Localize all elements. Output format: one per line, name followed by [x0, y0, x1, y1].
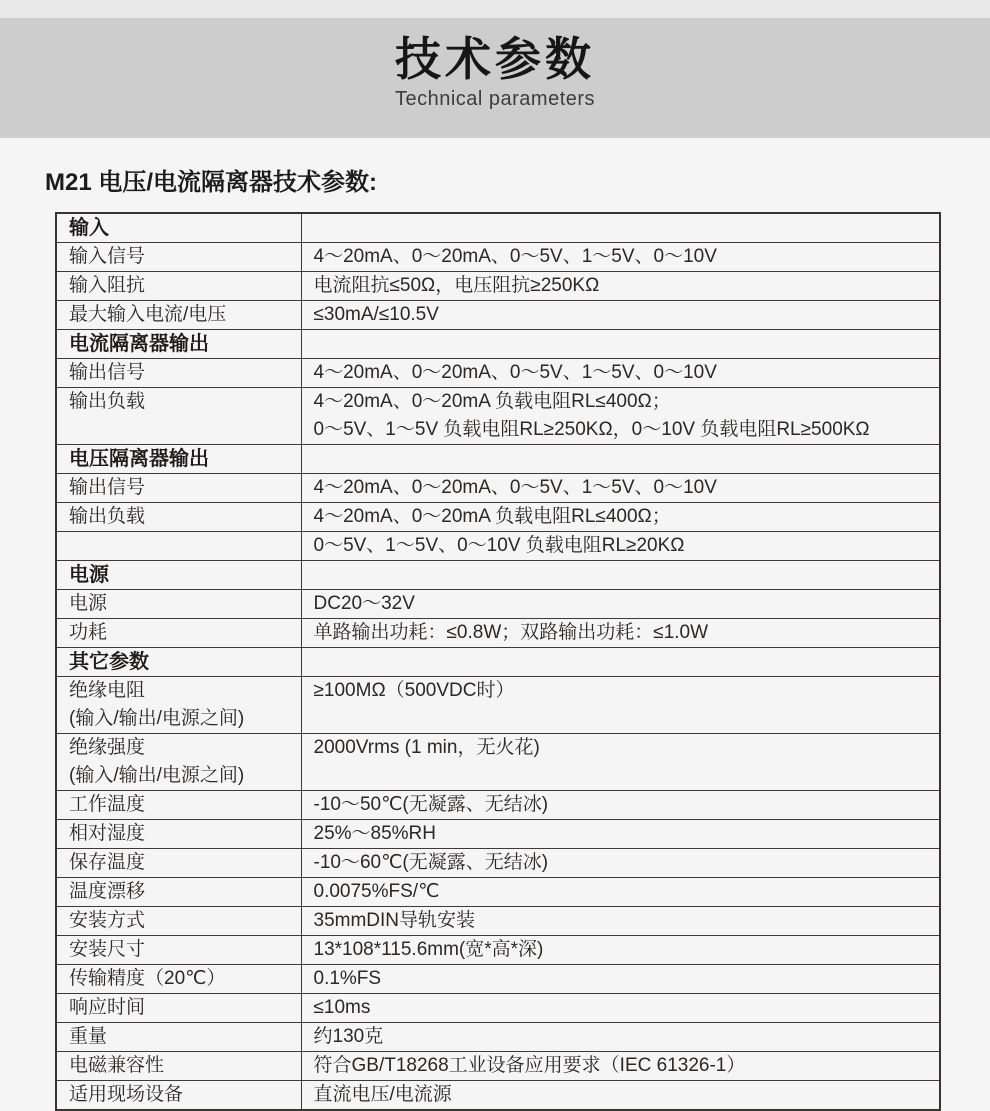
row-value-cell: ≤10ms — [301, 994, 940, 1023]
row-value-cell: 2000Vrms (1 min，无火花) — [301, 734, 940, 791]
table-row — [56, 936, 940, 965]
spec-section-heading: M21 电压/电流隔离器技术参数: — [45, 169, 378, 196]
row-value-cell: 符合GB/T18268工业设备应用要求（IEC 61326-1） — [301, 1052, 940, 1081]
row-value-cell: 单路输出功耗：≤0.8W；双路输出功耗：≤1.0W — [301, 619, 940, 648]
row-value-cell — [301, 445, 940, 474]
row-label-cell: 输出负载 — [56, 503, 301, 532]
row-value-cell: 4～20mA、0～20mA、0～5V、1～5V、0～10V — [301, 359, 940, 388]
row-value-cell: 13*108*115.6mm(宽*高*深) — [301, 936, 940, 965]
table-row — [56, 878, 940, 907]
table-row — [56, 474, 940, 503]
table-row — [56, 791, 940, 820]
row-label-cell: 传输精度（20℃） — [56, 965, 301, 994]
row-label-cell: 输入阻抗 — [56, 272, 301, 301]
row-label-cell: 输出信号 — [56, 359, 301, 388]
page-subtitle: Technical parameters — [394, 88, 596, 110]
row-label-cell: 功耗 — [56, 619, 301, 648]
page-title: 技术参数 — [395, 33, 595, 85]
row-value-cell — [301, 213, 940, 243]
row-label-cell: 输出负载 — [56, 388, 301, 445]
row-label-cell: 其它参数 — [56, 648, 301, 677]
row-value-cell: 4～20mA、0～20mA、0～5V、1～5V、0～10V — [301, 474, 940, 503]
table-row — [56, 965, 940, 994]
row-label-cell: 重量 — [56, 1023, 301, 1052]
row-value-cell: 电流阻抗≤50Ω，电压阻抗≥250KΩ — [301, 272, 940, 301]
section-header-row — [56, 445, 940, 474]
row-value-cell — [301, 561, 940, 590]
row-label-cell: 输入信号 — [56, 243, 301, 272]
row-label-cell: 适用现场设备 — [56, 1081, 301, 1111]
row-value-cell: ≥100MΩ（500VDC时） — [301, 677, 940, 734]
value-line: 4～20mA、0～20mA 负载电阻RL≤400Ω； — [313, 391, 671, 412]
table-row — [56, 849, 940, 878]
row-value-cell: DC20～32V — [301, 590, 940, 619]
row-label-cell: 电源 — [56, 590, 301, 619]
label-line: 绝缘强度 — [69, 737, 146, 758]
section-header-row — [56, 330, 940, 359]
row-label-cell: 输出信号 — [56, 474, 301, 503]
table-row — [56, 388, 940, 445]
row-label-cell: 安装方式 — [56, 907, 301, 936]
row-label-cell: 安装尺寸 — [56, 936, 301, 965]
content-area — [0, 168, 990, 1111]
table-row — [56, 820, 940, 849]
section-header-row — [56, 561, 940, 590]
row-label-cell: 保存温度 — [56, 849, 301, 878]
row-label-cell: 电压隔离器输出 — [56, 445, 301, 474]
row-value-cell: 25%～85%RH — [301, 820, 940, 849]
header-banner — [0, 18, 990, 138]
row-label-cell: 工作温度 — [56, 791, 301, 820]
row-value-cell: 0.1%FS — [301, 965, 940, 994]
table-row — [56, 1081, 940, 1111]
section-header-row — [56, 213, 940, 243]
row-value-cell: 4～20mA、0～20mA、0～5V、1～5V、0～10V — [301, 243, 940, 272]
table-row — [56, 243, 940, 272]
row-label-cell: 最大输入电流/电压 — [56, 301, 301, 330]
table-row — [56, 301, 940, 330]
table-row — [56, 619, 940, 648]
table-row — [56, 1023, 940, 1052]
table-row — [56, 532, 940, 561]
row-value-cell: 约130克 — [301, 1023, 940, 1052]
row-label-cell: 电流隔离器输出 — [56, 330, 301, 359]
row-value-cell: 0～5V、1～5V、0～10V 负载电阻RL≥20KΩ — [301, 532, 940, 561]
spec-table-body — [56, 213, 940, 1110]
table-row — [56, 272, 940, 301]
row-value-cell: 4～20mA、0～20mA 负载电阻RL≤400Ω； — [301, 503, 940, 532]
row-value-cell: 35mmDIN导轨安装 — [301, 907, 940, 936]
row-value-cell — [301, 330, 940, 359]
row-value-cell: ≤30mA/≤10.5V — [301, 301, 940, 330]
table-row — [56, 907, 940, 936]
row-label-cell — [56, 532, 301, 561]
table-row — [56, 359, 940, 388]
table-row — [56, 734, 940, 791]
top-strip — [0, 0, 990, 18]
table-row — [56, 994, 940, 1023]
row-value-cell: -10～60℃(无凝露、无结冰) — [301, 849, 940, 878]
row-label-cell: 电磁兼容性 — [56, 1052, 301, 1081]
table-row — [56, 677, 940, 734]
row-label-cell — [56, 734, 301, 791]
table-row — [56, 503, 940, 532]
row-label-cell: 温度漂移 — [56, 878, 301, 907]
label-line: (输入/输出/电源之间) — [69, 765, 245, 786]
label-line: 绝缘电阻 — [69, 680, 146, 701]
row-value-cell: 0.0075%FS/℃ — [301, 878, 940, 907]
row-value-cell: -10～50℃(无凝露、无结冰) — [301, 791, 940, 820]
row-label-cell: 电源 — [56, 561, 301, 590]
table-row — [56, 1052, 940, 1081]
row-label-cell: 输入 — [56, 213, 301, 243]
value-line: 0～5V、1～5V 负载电阻RL≥250KΩ，0～10V 负载电阻RL≥500KΩ — [313, 419, 870, 440]
table-row — [56, 590, 940, 619]
row-label-cell: 响应时间 — [56, 994, 301, 1023]
row-value-cell — [301, 388, 940, 445]
section-header-row — [56, 648, 940, 677]
row-label-cell — [56, 677, 301, 734]
spec-table — [55, 212, 941, 1111]
label-line: (输入/输出/电源之间) — [69, 708, 245, 729]
row-label-cell: 相对湿度 — [56, 820, 301, 849]
row-value-cell — [301, 648, 940, 677]
row-value-cell: 直流电压/电流源 — [301, 1081, 940, 1111]
